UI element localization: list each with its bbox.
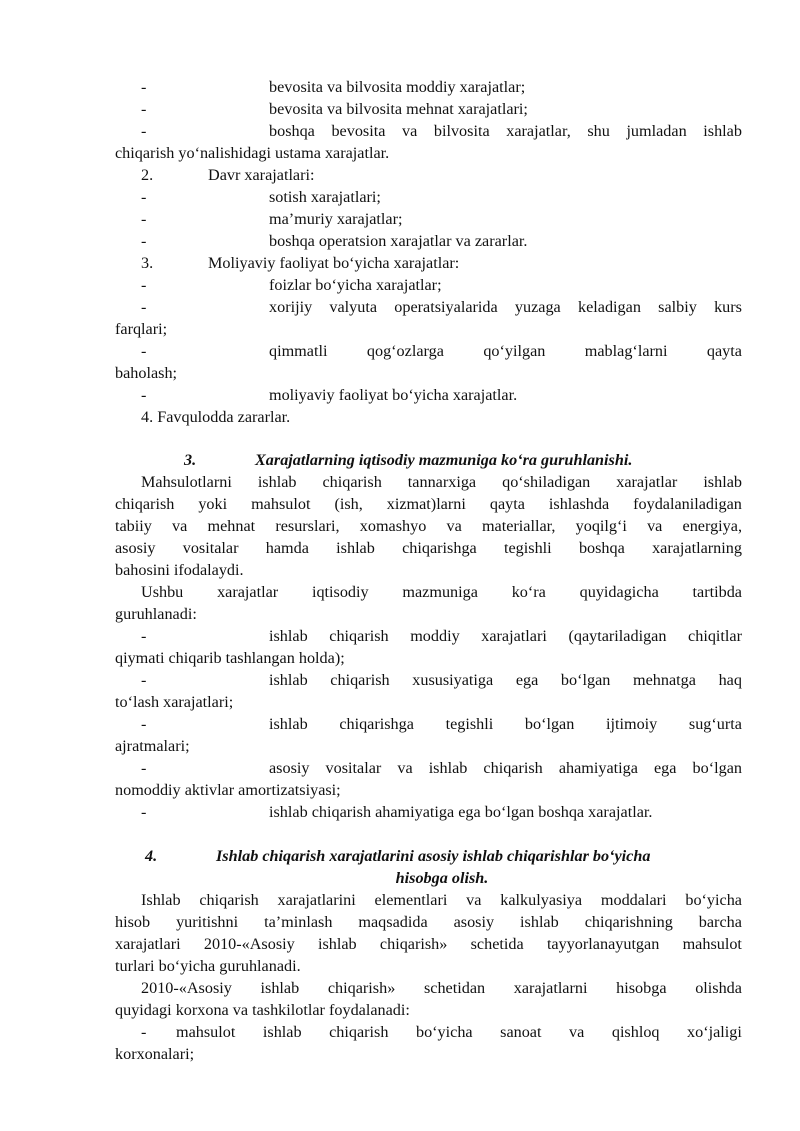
word: valyuta (329, 298, 378, 316)
section-heading: Ishlab chiqarish xarajatlarini asosiy ishlab chiqarishlar bo‘yicha (216, 847, 651, 865)
word: hisob (115, 913, 151, 931)
word: quyidagicha (579, 583, 659, 601)
word: va (172, 517, 188, 535)
text-line (0, 296, 800, 318)
word: chiqarish (330, 671, 390, 689)
word: Mahsulotlarni (141, 473, 232, 491)
word: bo‘lgan (692, 759, 742, 777)
justified-text (269, 625, 742, 647)
text-line (0, 186, 800, 208)
justified-text (141, 977, 742, 999)
text-line (0, 933, 800, 955)
word: chiqarish» (327, 979, 396, 997)
word: xarajatlar, (506, 122, 571, 140)
word: chiqarish (329, 1023, 389, 1041)
word: (qaytariladigan (568, 627, 667, 645)
line-text: bevosita va bilvosita mehnat xarajatlari; (269, 100, 528, 118)
line-text: to‘lash xarajatlari; (115, 693, 234, 711)
word: ishlab (520, 913, 559, 931)
word: qo‘shiladigan (502, 473, 591, 491)
word: bo‘lgan (560, 671, 611, 689)
text-line (0, 647, 800, 669)
word: 2010-«Asosiy (203, 935, 295, 953)
word: xarajatlar (217, 583, 279, 601)
word: tegishli (445, 715, 494, 733)
line-text: baholash; (115, 364, 178, 382)
word: ishlashda (548, 495, 610, 513)
word: qimmatli (269, 342, 328, 360)
text-line (0, 428, 800, 450)
justified-text (115, 515, 742, 537)
justified-text (115, 537, 742, 559)
word: ishlab (260, 979, 300, 997)
word: salbiy (658, 298, 697, 316)
word: qayta (489, 495, 525, 513)
word: ijtimoiy (605, 715, 658, 733)
line-text: ishlab chiqarish ahamiyatiga ega bo‘lgan boshqa xarajatlar. (269, 803, 653, 821)
word: foydalaniladigan (633, 495, 742, 513)
text-line (0, 208, 800, 230)
line-text: nomoddiy aktivlar amortizatsiyasi; (115, 781, 341, 799)
text-line (0, 252, 800, 274)
text-line (0, 537, 800, 559)
word: chiqarish (483, 759, 543, 777)
text-line (0, 559, 800, 581)
bullet-dash: - (141, 100, 147, 118)
word: bevosita (331, 122, 386, 140)
section-number: 3. (184, 451, 197, 469)
word: elementlari (374, 891, 448, 909)
text-line (0, 669, 800, 691)
text-line (0, 999, 800, 1021)
bullet-dash: - (141, 803, 147, 821)
bullet-dash: - (141, 627, 147, 645)
word: chiqarish (329, 627, 389, 645)
text-line (0, 515, 800, 537)
text-line (0, 713, 800, 735)
bullet-dash: - (141, 122, 147, 140)
word: xarajatlari (115, 935, 181, 953)
text-line (0, 362, 800, 384)
word: chiqarishning (584, 913, 673, 931)
word: ishlab (269, 715, 308, 733)
word: keladigan (577, 298, 641, 316)
line-text: ma’muriy xarajatlar; (269, 210, 403, 228)
line-text: farqlari; (115, 320, 168, 338)
word: va (466, 891, 482, 909)
word: va (402, 122, 418, 140)
text-line (0, 625, 800, 647)
justified-text (269, 669, 742, 691)
word: chiqarishga (339, 715, 414, 733)
text-line (0, 955, 800, 977)
justified-text (141, 581, 742, 603)
text-line (0, 120, 800, 142)
word: ishlab (703, 122, 742, 140)
word: vositalar (182, 539, 239, 557)
text-line (0, 867, 800, 889)
text-line (0, 164, 800, 186)
text-line (0, 801, 800, 823)
bullet-dash: - (141, 386, 147, 404)
word: ega (654, 759, 677, 777)
word: ishlab (336, 539, 375, 557)
word: mehnatga (633, 671, 696, 689)
word: mahsulot (176, 1023, 236, 1041)
word: barcha (698, 913, 742, 931)
word: energiya, (682, 517, 742, 535)
word: tegishli (504, 539, 552, 557)
word: ahamiyatiga (558, 759, 638, 777)
word: kalkulyasiya (500, 891, 583, 909)
word: sanoat (500, 1023, 542, 1041)
word: yuzaga (514, 298, 561, 316)
word: boshqa (578, 539, 625, 557)
text-line (0, 274, 800, 296)
word: materiallar, (481, 517, 556, 535)
word: kurs (714, 298, 742, 316)
word: Ishlab (141, 891, 181, 909)
word: mablag‘larni (584, 342, 668, 360)
word: chiqarish (199, 891, 259, 909)
text-line (0, 779, 800, 801)
text-line (0, 406, 800, 428)
word: shu (587, 122, 610, 140)
word: resurslari, (275, 517, 340, 535)
word: yoqilg‘i (575, 517, 627, 535)
word: ishlab (257, 473, 297, 491)
bullet-dash: - (141, 78, 147, 96)
word: jumladan (626, 122, 687, 140)
justified-text (269, 120, 742, 142)
word: ishlab (317, 935, 357, 953)
line-text: sotish xarajatlari; (269, 188, 381, 206)
word: xo‘jaligi (687, 1023, 742, 1041)
line-text: korxonalari; (115, 1045, 195, 1063)
word: iqtisodiy (311, 583, 369, 601)
word: va (569, 1023, 585, 1041)
word: yuritishni (176, 913, 239, 931)
word: operatsiyalarida (394, 298, 498, 316)
line-text: chiqarish yo‘nalishidagi ustama xarajatlar. (115, 144, 390, 162)
text-line (0, 1043, 800, 1065)
justified-text (269, 296, 742, 318)
text-line (0, 823, 800, 845)
line-text: bevosita va bilvosita moddiy xarajatlar; (269, 78, 526, 96)
bullet-dash: - (141, 298, 147, 316)
text-line (0, 493, 800, 515)
text-line (0, 318, 800, 340)
word: chiqarish (115, 495, 175, 513)
bullet-dash: - (141, 342, 147, 360)
text-line (0, 691, 800, 713)
word: xarajatlari (481, 627, 547, 645)
word: asosiy (269, 759, 310, 777)
word: xarajatlarini (277, 891, 356, 909)
word: asosiy (115, 539, 156, 557)
word: chiqitlar (688, 627, 742, 645)
line-text: bahosini ifodalaydi. (115, 561, 244, 579)
text-line (0, 449, 800, 471)
word: xizmat)larni (386, 495, 466, 513)
bullet-dash: - (141, 715, 147, 733)
word: haq (718, 671, 742, 689)
bullet-dash: - (141, 671, 147, 689)
word: ega (515, 671, 539, 689)
bullet-dash: - (141, 1023, 147, 1041)
word: va (397, 759, 413, 777)
word: ko‘ra (511, 583, 546, 601)
bullet-dash: - (141, 759, 147, 777)
justified-text (141, 889, 742, 911)
section-heading: Xarajatlarning iqtisodiy mazmuniga ko‘ra guruhlanishi. (255, 451, 633, 469)
list-number: 3. (141, 254, 154, 272)
text-line (0, 581, 800, 603)
word: moddalari (600, 891, 667, 909)
justified-text (115, 911, 742, 933)
word: ishlab (428, 759, 468, 777)
word: chiqarishga (402, 539, 477, 557)
word: xarajatlarni (513, 979, 588, 997)
text-line (0, 603, 800, 625)
word: qog‘ozlarga (366, 342, 444, 360)
text-line (0, 1021, 800, 1043)
text-line (0, 142, 800, 164)
word: mahsulot (251, 495, 311, 513)
line-text: moliyaviy faoliyat bo‘yicha xarajatlar. (269, 386, 518, 404)
text-line (0, 911, 800, 933)
line-text: Moliyaviy faoliyat bo‘yicha xarajatlar: (208, 254, 460, 272)
bullet-dash: - (141, 210, 147, 228)
word: mazmuniga (402, 583, 478, 601)
word: vositalar (325, 759, 382, 777)
word: ishlab (269, 627, 308, 645)
word: sug‘urta (688, 715, 742, 733)
word: ishlab (262, 1023, 302, 1041)
word: mehnat (207, 517, 256, 535)
word: tabiiy (115, 517, 152, 535)
line-text: turlari bo‘yicha guruhlanadi. (115, 957, 301, 975)
word: tartibda (692, 583, 742, 601)
line-text: ajratmalari; (115, 737, 190, 755)
text-line (0, 98, 800, 120)
word: ishlab (269, 671, 308, 689)
word: schetida (470, 935, 524, 953)
word: moddiy (410, 627, 460, 645)
text-line (0, 889, 800, 911)
word: chiqarish» (379, 935, 448, 953)
line-text: guruhlanadi: (115, 605, 197, 623)
word: xarajatlar (616, 473, 678, 491)
line-text: quyidagi korxona va tashkilotlar foydalanadi: (115, 1001, 410, 1019)
text-line (0, 471, 800, 493)
bullet-dash: - (141, 276, 147, 294)
word: bilvosita (433, 122, 490, 140)
word: olishda (695, 979, 742, 997)
word: ishlab (703, 473, 742, 491)
bullet-dash: - (141, 188, 147, 206)
word: boshqa (269, 122, 315, 140)
word: hisobga (616, 979, 667, 997)
word: bo‘lgan (524, 715, 575, 733)
word: qo‘yilgan (483, 342, 546, 360)
justified-text (269, 713, 742, 735)
justified-text (141, 471, 742, 493)
word: xomashyo (359, 517, 427, 535)
line-text: foizlar bo‘yicha xarajatlar; (269, 276, 442, 294)
text-line (0, 384, 800, 406)
line-text: qiymati chiqarib tashlangan holda); (115, 649, 345, 667)
word: xususiyatiga (412, 671, 494, 689)
word: xarajatlarning (652, 539, 742, 557)
justified-text (176, 1021, 742, 1043)
justified-text (115, 933, 742, 955)
line-text: boshqa operatsion xarajatlar va zararlar. (269, 232, 528, 250)
word: qayta (706, 342, 742, 360)
text-line (0, 977, 800, 999)
word: mahsulot (682, 935, 742, 953)
word: tayyorlanayutgan (546, 935, 660, 953)
list-number: 2. (141, 166, 154, 184)
word: 2010-«Asosiy (141, 979, 232, 997)
word: chiqarish (322, 473, 382, 491)
word: yoki (198, 495, 228, 513)
word: maqsadida (358, 913, 428, 931)
word: ta’minlash (264, 913, 333, 931)
word: (ish, (334, 495, 363, 513)
section-number: 4. (145, 847, 158, 865)
text-line (0, 76, 800, 98)
text-line (0, 230, 800, 252)
text-line (0, 845, 800, 867)
text-line (0, 735, 800, 757)
section-heading: hisobga olish. (395, 869, 489, 887)
word: va (446, 517, 462, 535)
word: Ushbu (141, 583, 184, 601)
line-text: 4. Favqulodda zararlar. (141, 408, 291, 426)
word: xorijiy (269, 298, 313, 316)
word: asosiy (453, 913, 495, 931)
word: va (647, 517, 663, 535)
word: tannarxiga (407, 473, 477, 491)
word: qishloq (611, 1023, 660, 1041)
word: hamda (265, 539, 309, 557)
justified-text (269, 757, 742, 779)
justified-text (115, 493, 742, 515)
text-line (0, 757, 800, 779)
word: schetidan (423, 979, 486, 997)
word: bo‘yicha (415, 1023, 473, 1041)
word: bo‘yicha (685, 891, 742, 909)
justified-text (269, 340, 742, 362)
line-text: Davr xarajatlari: (208, 166, 315, 184)
bullet-dash: - (141, 232, 147, 250)
text-line (0, 340, 800, 362)
